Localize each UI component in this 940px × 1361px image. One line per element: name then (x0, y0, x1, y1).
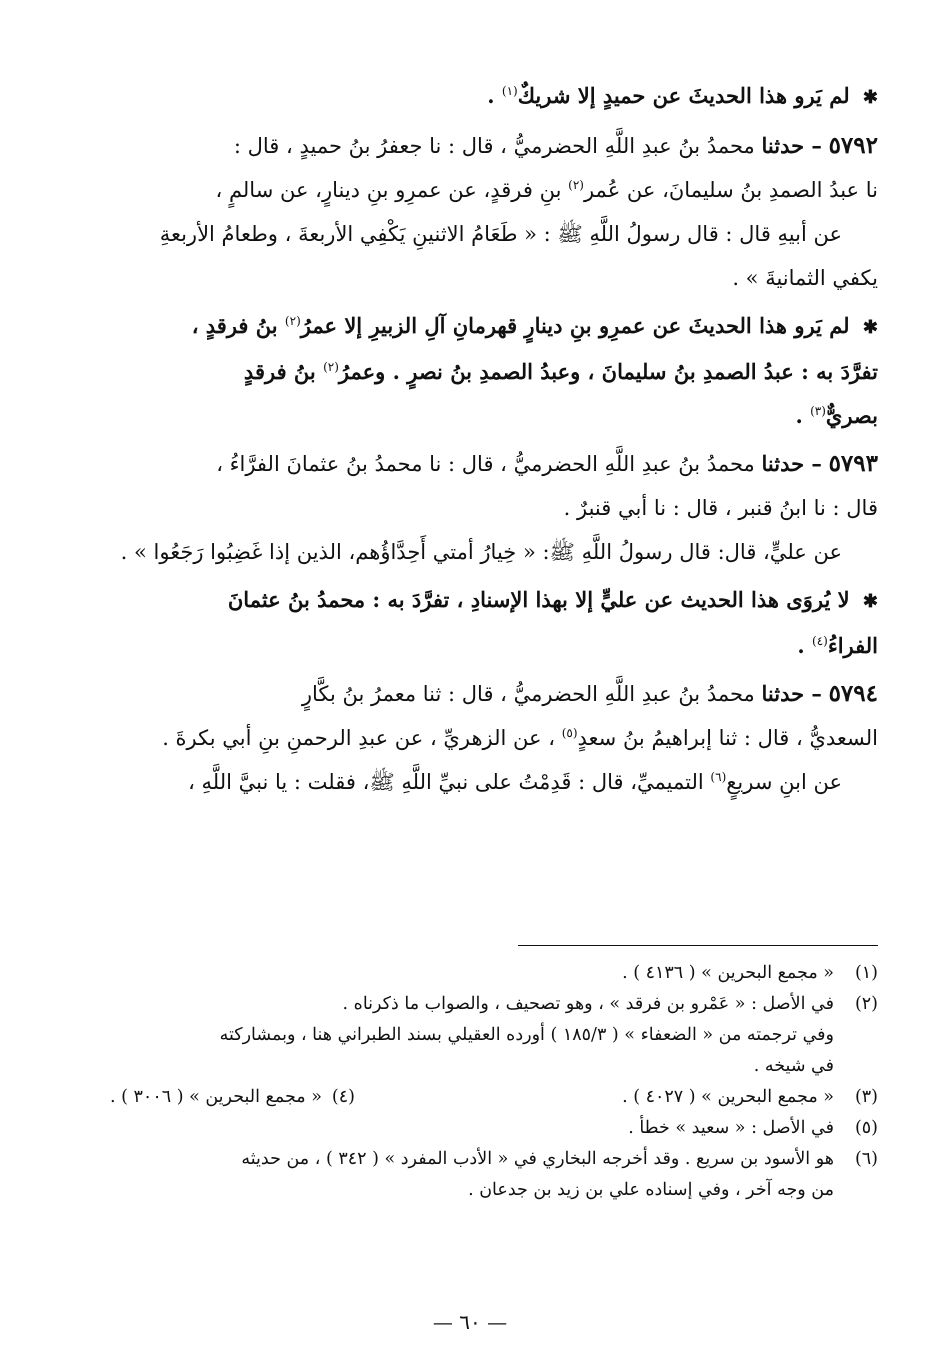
hadith-line (40, 124, 878, 168)
footnote-text: « مجمع البحرين » ( ٣٠٠٦ ) . (110, 1087, 322, 1107)
footnote-number: (٥) (854, 1118, 878, 1138)
hadith-line (40, 168, 878, 212)
footnote-divider (518, 945, 878, 946)
note-text: لا يُروَى هذا الحديث عن عليٍّ إلا بهذا الإسنادِ ، تفرَّدَ به : محمدُ بنُ عثمانَ (227, 587, 850, 612)
main-text (40, 74, 878, 804)
hadith-text: التميميِّ، قال : قَدِمْتُ على نبيِّ اللَّهِ ﷺ، فقلت : يا نبيَّ اللَّهِ ، (188, 770, 704, 794)
hadith-lead: – حدثنا (761, 681, 822, 706)
hadith-text: محمدُ بنُ عبدِ اللَّهِ الحضرميُّ ، قال : ثنا معمرُ بنُ بكَّارٍ (301, 682, 755, 706)
note-text: بصريٌّ (825, 403, 878, 428)
footnote-row (40, 1082, 878, 1113)
hadith-line (40, 760, 878, 804)
note-line (40, 304, 878, 350)
footnote-text: في الأصل : « سعيد » خطأ . (628, 1118, 834, 1138)
editor-note-1 (40, 74, 878, 120)
footnote-4 (110, 1082, 355, 1113)
note-tail: . (487, 83, 495, 108)
note-tail: . (797, 633, 805, 658)
footnote-ref: (٢) (568, 178, 584, 192)
hadith-line: عن أبيهِ قال : قال رسولُ اللَّهِ ﷺ : « طَعَامُ الاثنينِ يَكْفِي الأربعةَ ، وطعامُ الأربعةِ (159, 222, 842, 246)
hadith-line: قال : نا ابنُ قنبر ، قال : نا أبي قنبرٌ . (563, 496, 878, 520)
footnote-number: (٦) (854, 1149, 878, 1169)
note-text: تفرَّدَ به : عبدُ الصمدِ بنُ سليمانَ ، وعبدُ الصمدِ بنُ نصرٍ . وعمرُ (338, 359, 878, 384)
hadith-line (40, 672, 878, 716)
note-text: الفراءُ (827, 633, 878, 658)
footnote-continuation: من وجه آخر ، وفي إسناده علي بن زيد بن جدعان . (468, 1180, 834, 1200)
page-body (40, 70, 878, 804)
footnote-continuation: في شيخه . (753, 1056, 834, 1076)
asterism-icon: ✱ (862, 591, 878, 612)
footnote-5 (40, 1113, 878, 1144)
footnote-2 (40, 989, 878, 1020)
hadith-line (40, 716, 878, 760)
hadith-text: محمدُ بنُ عبدِ اللَّهِ الحضرميُّ ، قال : نا جعفرُ بنُ حميدٍ ، قال : (233, 134, 755, 158)
footnotes (40, 958, 878, 1206)
note-line (40, 394, 878, 438)
footnote-ref: (٢) (284, 314, 301, 328)
note-text: لم يَرو هذا الحديثَ عن حميدٍ إلا شريكٌ (517, 83, 850, 108)
hadith-number: ٥٧٩٢ (828, 132, 878, 159)
hadith-text: بنِ فرقدٍ، عن عمرِو بنِ دينارٍ، عن سالمٍ ، (215, 178, 562, 202)
footnote-ref: (١) (501, 84, 518, 98)
footnote-number: (٢) (854, 994, 878, 1014)
footnote-ref: (٦) (710, 770, 727, 784)
hadith-number: ٥٧٩٤ (828, 680, 878, 707)
asterism-icon: ✱ (862, 87, 878, 108)
hadith-5792 (40, 124, 878, 300)
note-line (40, 350, 878, 394)
hadith-5793 (40, 442, 878, 574)
hadith-5794 (40, 672, 878, 804)
footnote-text: في الأصل : « عَمْرو بن فرقد » ، وهو تصحيف ، والصواب ما ذكرناه . (342, 994, 834, 1014)
footnote-ref: (٤) (812, 634, 828, 648)
hadith-lead: – حدثنا (761, 451, 822, 476)
footnote-number: (١) (854, 963, 878, 983)
hadith-number: ٥٧٩٣ (828, 450, 878, 477)
footnote-text: « مجمع البحرين » ( ٤٠٢٧ ) . (622, 1087, 834, 1107)
editor-note-2 (40, 304, 878, 438)
footnote-3 (622, 1082, 878, 1113)
hadith-text: محمدُ بنُ عبدِ اللَّهِ الحضرميُّ ، قال : نا محمدُ بنُ عثمانَ الفرَّاءُ ، (216, 452, 755, 476)
note-text: لم يَرو هذا الحديثَ عن عمرِو بنِ دينارٍ قهرمانِ آلِ الزبيرِ إلا عمرُ (300, 313, 850, 338)
note-line (40, 624, 878, 668)
note-tail: . (795, 403, 803, 428)
hadith-text: عن ابنِ سريعٍ (726, 770, 842, 794)
footnote-continuation: وفي ترجمته من « الضعفاء » ( ١٨٥/٣ ) أورده العقيلي بسند الطبراني هنا ، وبمشاركته (219, 1025, 834, 1045)
footnote-ref: (٣) (810, 404, 826, 418)
note-text: بنُ فرقدٍ ، (191, 313, 278, 338)
hadith-text: ، عن الزهريِّ ، عن عبدِ الرحمنِ بنِ أبي بكرةَ . (162, 726, 555, 750)
footnote-number: (٣) (854, 1087, 878, 1107)
hadith-text: السعديُّ ، قال : ثنا إبراهيمُ بنُ سعدٍ (577, 726, 878, 750)
footnote-ref: (٥) (561, 726, 578, 740)
hadith-text: نا عبدُ الصمدِ بنُ سليمانَ، عن عُمر (583, 178, 878, 202)
footnote-number: (٤) (331, 1087, 355, 1107)
note-line (40, 578, 878, 624)
footnote-ref: (٢) (323, 360, 339, 374)
footnote-1 (40, 958, 878, 989)
asterism-icon: ✱ (862, 317, 878, 338)
page-number: — ٦٠ — (432, 1310, 508, 1334)
hadith-line: عن عليٍّ، قال: قال رسولُ اللَّهِ ﷺ: « خِيارُ أمتي أَحِدَّاؤُهم، الذين إذا غَضِبُوا رَجَعُوا » . (120, 540, 842, 564)
hadith-line (40, 442, 878, 486)
hadith-line: يكفي الثمانيةَ » . (732, 266, 878, 290)
footnote-text: « مجمع البحرين » ( ٤١٣٦ ) . (622, 963, 834, 983)
hadith-lead: – حدثنا (761, 133, 822, 158)
footnote-6 (40, 1144, 878, 1175)
note-text: بنُ فرقدٍ (243, 359, 316, 384)
footnote-text: هو الأسود بن سريع . وقد أخرجه البخاري في « الأدب المفرد » ( ٣٤٢ ) ، من حديثه (241, 1149, 834, 1169)
editor-note-3 (40, 578, 878, 668)
